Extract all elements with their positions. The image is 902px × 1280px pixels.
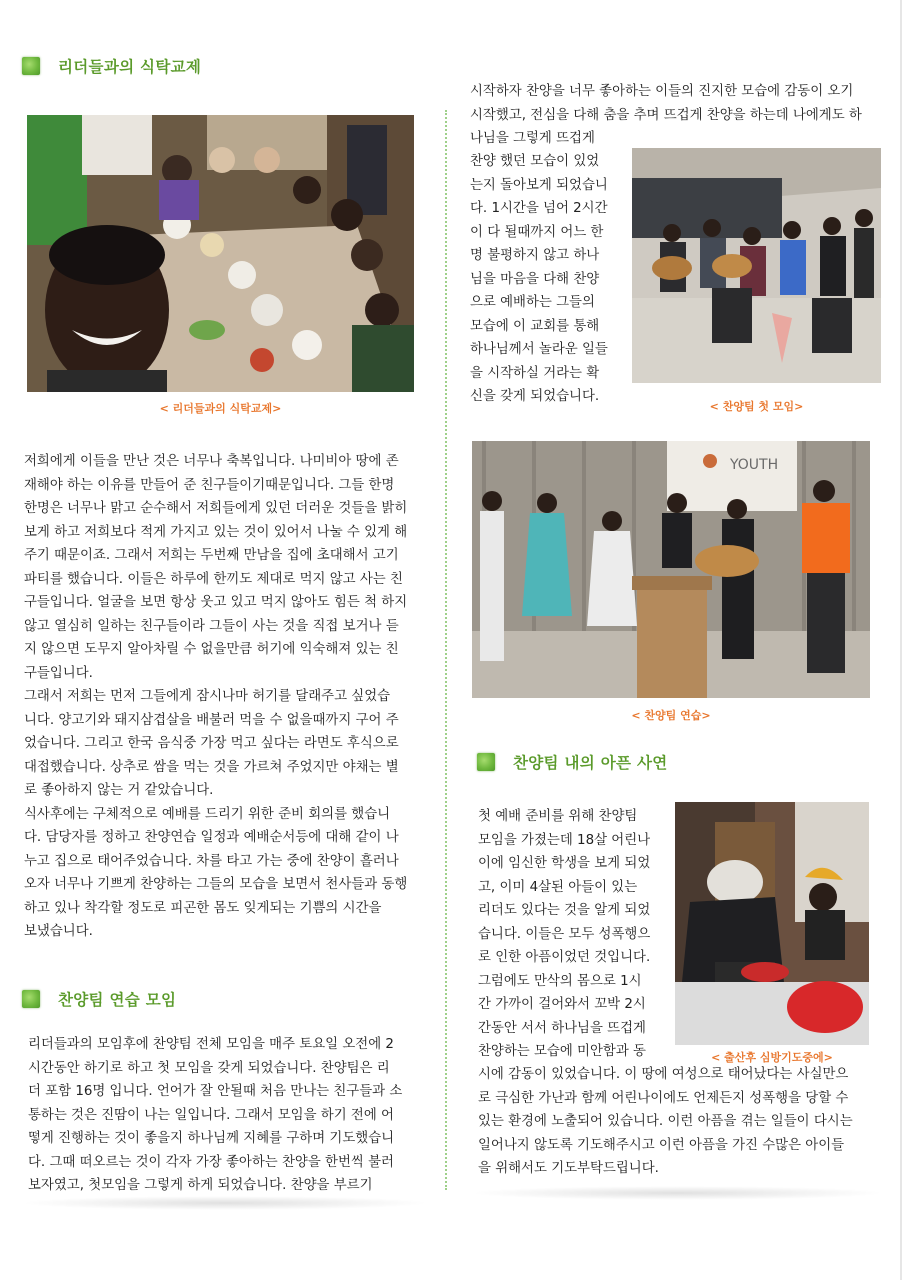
heading-story-text: 찬양팀 내의 아픈 사연 [513, 754, 668, 772]
column-shadow-left [20, 1196, 430, 1210]
youth-banner-text: YOUTH [730, 457, 779, 473]
photo-first-meeting [632, 148, 881, 383]
column-shadow-right [470, 1186, 885, 1200]
green-square-bullet-icon [22, 57, 40, 75]
heading-story [477, 751, 668, 773]
body-practice-side: 찬양 했던 모습이 있었 는지 돌아보게 되었습니 다. 1시간을 넘어 2시간 이 다 될때까지 어느 한 명 불평하지 않고 하나 님을 마음을 다해 찬양 으로 예배하는 그들의 모습에 이 교회를 통해 하나님께서 놀라운 일들 을 시작하실 거라는 확 신을 갖게 되었습니다. [470, 154, 608, 404]
body-practice-continued: 시작하자 찬양을 너무 좋아하는 이들의 진지한 모습에 감동이 오기 시작했고, 전심을 다해 춤을 추며 뜨겁게 찬양을 하는데 나에게도 하 나님을 그렇게 뜨겁게 [470, 84, 862, 146]
heading-dinner-text: 리더들과의 식탁교제 [58, 58, 202, 76]
body-practice: 리더들과의 모임후에 찬양팀 전체 모임을 매주 토요일 오전에 2 시간동안 하기로 하고 첫 모임을 갖게 되었습니다. 찬양팀은 리 더 포함 16명 입니다. 언어가 잘 안될때 처음 만나는 친구들과 소 통하는 것은 진땀이 나는 일입니다. 그래서 모임을 하기 전에 어 떻게 진행하는 것이 좋을지 하나님께 지혜를 구하며 기도했습니 다. 그때 떠오르는 것이 각자 가장 좋아하는 찬양을 한번씩 불러 보자였고, 첫모임을 그렇게 하게 되었습니다. 찬양을 부르기 [28, 1037, 403, 1193]
heading-practice [22, 988, 176, 1010]
column-divider [445, 110, 447, 1190]
green-square-bullet-icon [22, 990, 40, 1008]
body-story-side: 첫 예배 준비를 위해 찬양팀 모임을 가졌는데 18살 어린나 이에 임신한 학생을 보게 되었 고, 이미 4살된 아들이 있는 리더도 있다는 것을 알게 되었 습니다. 이들은 모두 성폭행으 로 인한 아픔이었던 것입니다. 그럼에도 만삭의 몸으로 1시 간 가까이 걸어와서 꼬박 2시 간동안 서서 하나님을 뜨겁게 찬양하는 모습에 미안함과 동 [478, 809, 651, 1059]
caption-dinner: < 리더들과의 식탁교제> [159, 402, 282, 415]
caption-prayer-visit: < 출산후 심방기도중에> [711, 1051, 833, 1064]
caption-first-meeting: < 찬양팀 첫 모임> [709, 400, 804, 413]
photo-praise-practice [472, 441, 870, 698]
heading-practice-text: 찬양팀 연습 모임 [58, 991, 177, 1009]
body-story-full: 시에 감동이 있었습니다. 이 땅에 여성으로 태어났다는 사실만으 로 극심한 가난과 함께 어린나이에도 언제든지 성폭행을 당할 수 있는 환경에 노출되어 있습니다. 이런 아픔을 겪는 일들이 다시는 일어나지 않도록 기도해주시고 이런 아픔을 가진 수많은 아이들 을 위해서도 기도부탁드립니다. [478, 1067, 853, 1176]
heading-dinner [22, 55, 201, 77]
body-dinner: 저희에게 이들을 만난 것은 너무나 축복입니다. 나미비아 땅에 존 재해야 하는 이유를 만들어 준 친구들이기때문입니다. 그들 한명 한명은 너무나 맑고 순수해서 저희들에게 있던 더러운 것들을 밝히 보게 하고 저희보다 적게 가지고 있는 것이 있어서 나눌 수 있게 해 주기 때문이죠. 그래서 저희는 두번째 만남을 집에 초대해서 고기 파티를 했습니다. 이들은 하루에 한끼도 제대로 먹지 않고 사는 친 구들입니다. 얼굴을 보면 항상 웃고 있고 먹지 않아도 힘든 척 하지 않고 열심히 일하는 친구들이라 그들이 사는 것을 직접 보거나 듣 지 않으면 도무지 알아차릴 수 없을만큼 허기에 익숙해져 있는 친 구들입니다. 그래서 저희는 먼저 그들에게 잠시나마 허기를 달래주고 싶었습 니다. 양고기와 돼지삼겹살을 배불러 먹을 수 없을때까지 구어 주 었습니다. 그리고 한국 음식중 가장 먹고 싶다는 라면도 후식으로 대접했습니다. 상추로 쌈을 먹는 것을 가르쳐 주었지만 야채는 별 로 좋아하지 않는 거 같았습니다. 식사후에는 구체적으로 예배를 드리기 위한 준비 회의를 했습니 다. 담당자를 정하고 찬양연습 일정과 예배순서등에 대해 같이 나 누고 집으로 태어주었습니다. 차를 타고 가는 중에 찬양이 흘러나 오자 너무나 기쁘게 찬양하는 그들의 모습을 보면서 천사들과 동행 하고 있나 착각할 정도로 피곤한 몸도 잊게되는 기쁨의 시간을 보냈습니다. [24, 454, 408, 939]
caption-praise-practice: < 찬양팀 연습> [631, 709, 711, 722]
photo-prayer-visit [675, 802, 869, 1045]
green-square-bullet-icon [477, 753, 495, 771]
photo-dinner [27, 115, 414, 392]
